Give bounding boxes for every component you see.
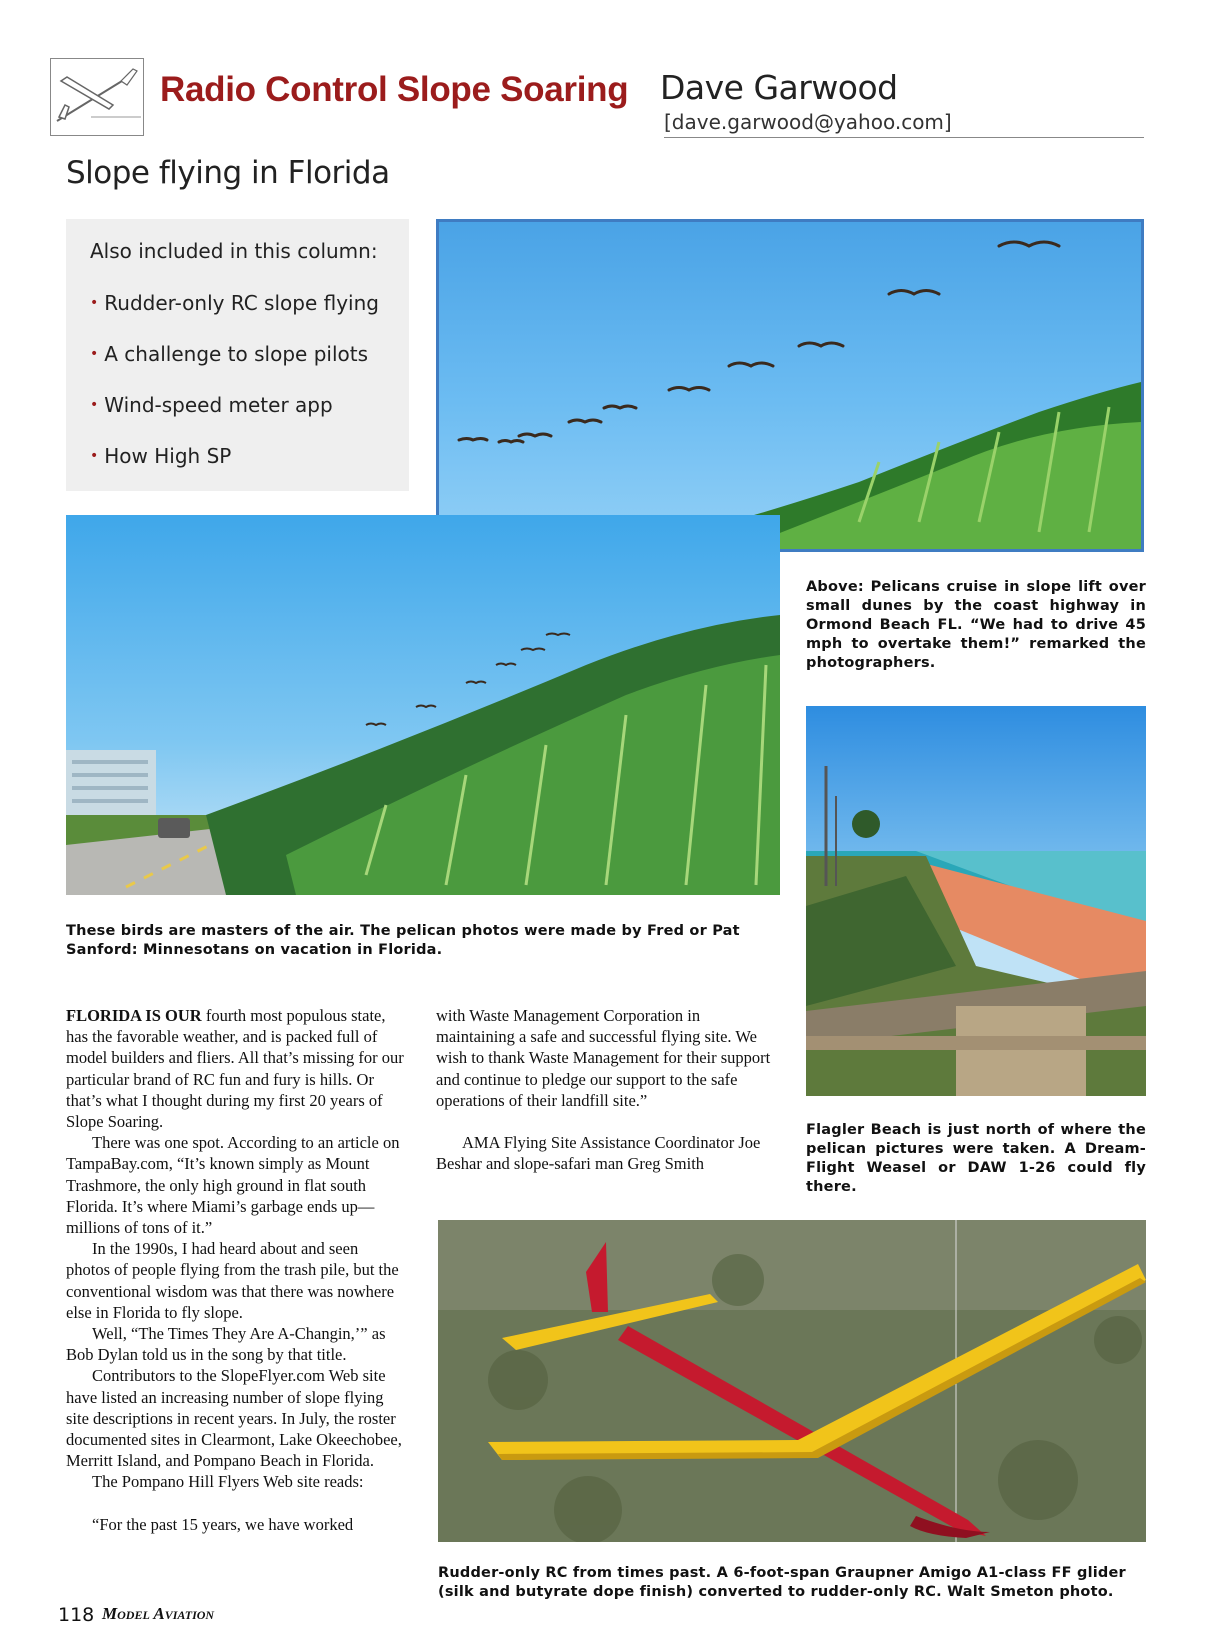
header-rule: [664, 137, 1144, 138]
lead-in: FLORIDA IS OUR: [66, 1006, 202, 1025]
glider-illustration: [438, 1220, 1146, 1542]
pelicans-photo: [436, 219, 1144, 552]
article-paragraph: Well, “The Times They Are A-Changin,’” as Bob Dylan told us in the song by that title.: [66, 1324, 386, 1365]
bullet-icon: •: [90, 397, 99, 413]
author-name: Dave Garwood: [660, 68, 898, 107]
magazine-name: Model Aviation: [102, 1604, 215, 1623]
beach-illustration: [806, 706, 1146, 1096]
also-included-box: [66, 219, 409, 491]
pelicans-caption: Above: Pelicans cruise in slope lift over small dunes by the coast highway in Ormond Beach FL. “We had to drive 45 mph to overtake them!” remarked the photographers.: [806, 579, 1146, 671]
bullet-icon: •: [90, 346, 99, 362]
article-paragraph: The Pompano Hill Flyers Web site reads:: [92, 1472, 364, 1492]
also-included-item: • Wind-speed meter app: [90, 393, 333, 417]
bullet-icon: •: [90, 295, 99, 311]
article-paragraph: Contributors to the SlopeFlyer.com Web site have listed an increasing number of slope flying site descriptions in recent years. In July, the roster documented sites in Clearmont, Lake Okeechobee, Merritt Island, and Pompano Beach in Florida.: [66, 1366, 402, 1471]
flagler-beach-photo: [806, 706, 1146, 1096]
article-paragraph: There was one spot. According to an article on TampaBay.com, “It’s known simply as Mount Trashmore, the only high ground in flat south Florida. It’s where Miami’s garbage ends up—millions of tons of it.”: [66, 1133, 400, 1238]
also-included-item: • Rudder-only RC slope flying: [90, 291, 379, 315]
pelicans-illustration: [439, 222, 1141, 549]
column-title: Radio Control Slope Soaring: [160, 70, 629, 109]
article-paragraph: with Waste Management Corporation in maintaining a safe and successful flying site. We wish to thank Waste Management for their support and continue to pledge our support to the safe operations of their landfill site.”: [436, 1006, 771, 1110]
glider-caption: Rudder-only RC from times past. A 6-foot-span Graupner Amigo A1-class FF glider (silk and butyrate dope finish) converted to rudder-only RC. Walt Smeton photo.: [438, 1565, 1126, 1600]
glider-logo-icon: [51, 59, 143, 135]
column-logo: [50, 58, 144, 136]
birds-caption: These birds are masters of the air. The pelican photos were made by Fred or Pat Sanford: Minnesotans on vacation in Florida.: [66, 923, 740, 958]
article-column-2: [436, 1005, 776, 1174]
also-included-item: • A challenge to slope pilots: [90, 342, 368, 366]
article-paragraph: In the 1990s, I had heard about and seen photos of people flying from the trash pile, but the conventional wisdom was that there was nowhere else in Florida to fly slope.: [66, 1239, 399, 1322]
flagler-caption: Flagler Beach is just north of where the pelican pictures were taken. A Dream-Flight Weasel or DAW 1-26 could fly there.: [806, 1122, 1146, 1195]
also-included-item: • How High SP: [90, 444, 232, 468]
page-number: 118: [58, 1604, 95, 1626]
article-paragraph: AMA Flying Site Assistance Coordinator Joe Beshar and slope-safari man Greg Smith: [436, 1133, 761, 1174]
author-email: [dave.garwood@yahoo.com]: [664, 110, 952, 134]
article-paragraph: FLORIDA IS OUR fourth most populous state, has the favorable weather, and is packed full of model builders and fliers. All that’s missing for our particular brand of RC fun and fury is hills. Or that’s what I thought during my first 20 years of Slope Soaring.: [66, 1006, 404, 1132]
road-dunes-illustration: [66, 515, 780, 895]
article-column-1: [66, 1005, 406, 1535]
road-dunes-photo: [66, 515, 780, 895]
article-paragraph: “For the past 15 years, we have worked: [92, 1514, 354, 1534]
bullet-icon: •: [90, 448, 99, 464]
glider-photo: [438, 1220, 1146, 1542]
also-included-heading: Also included in this column:: [90, 239, 378, 263]
article-headline: Slope flying in Florida: [66, 155, 390, 191]
